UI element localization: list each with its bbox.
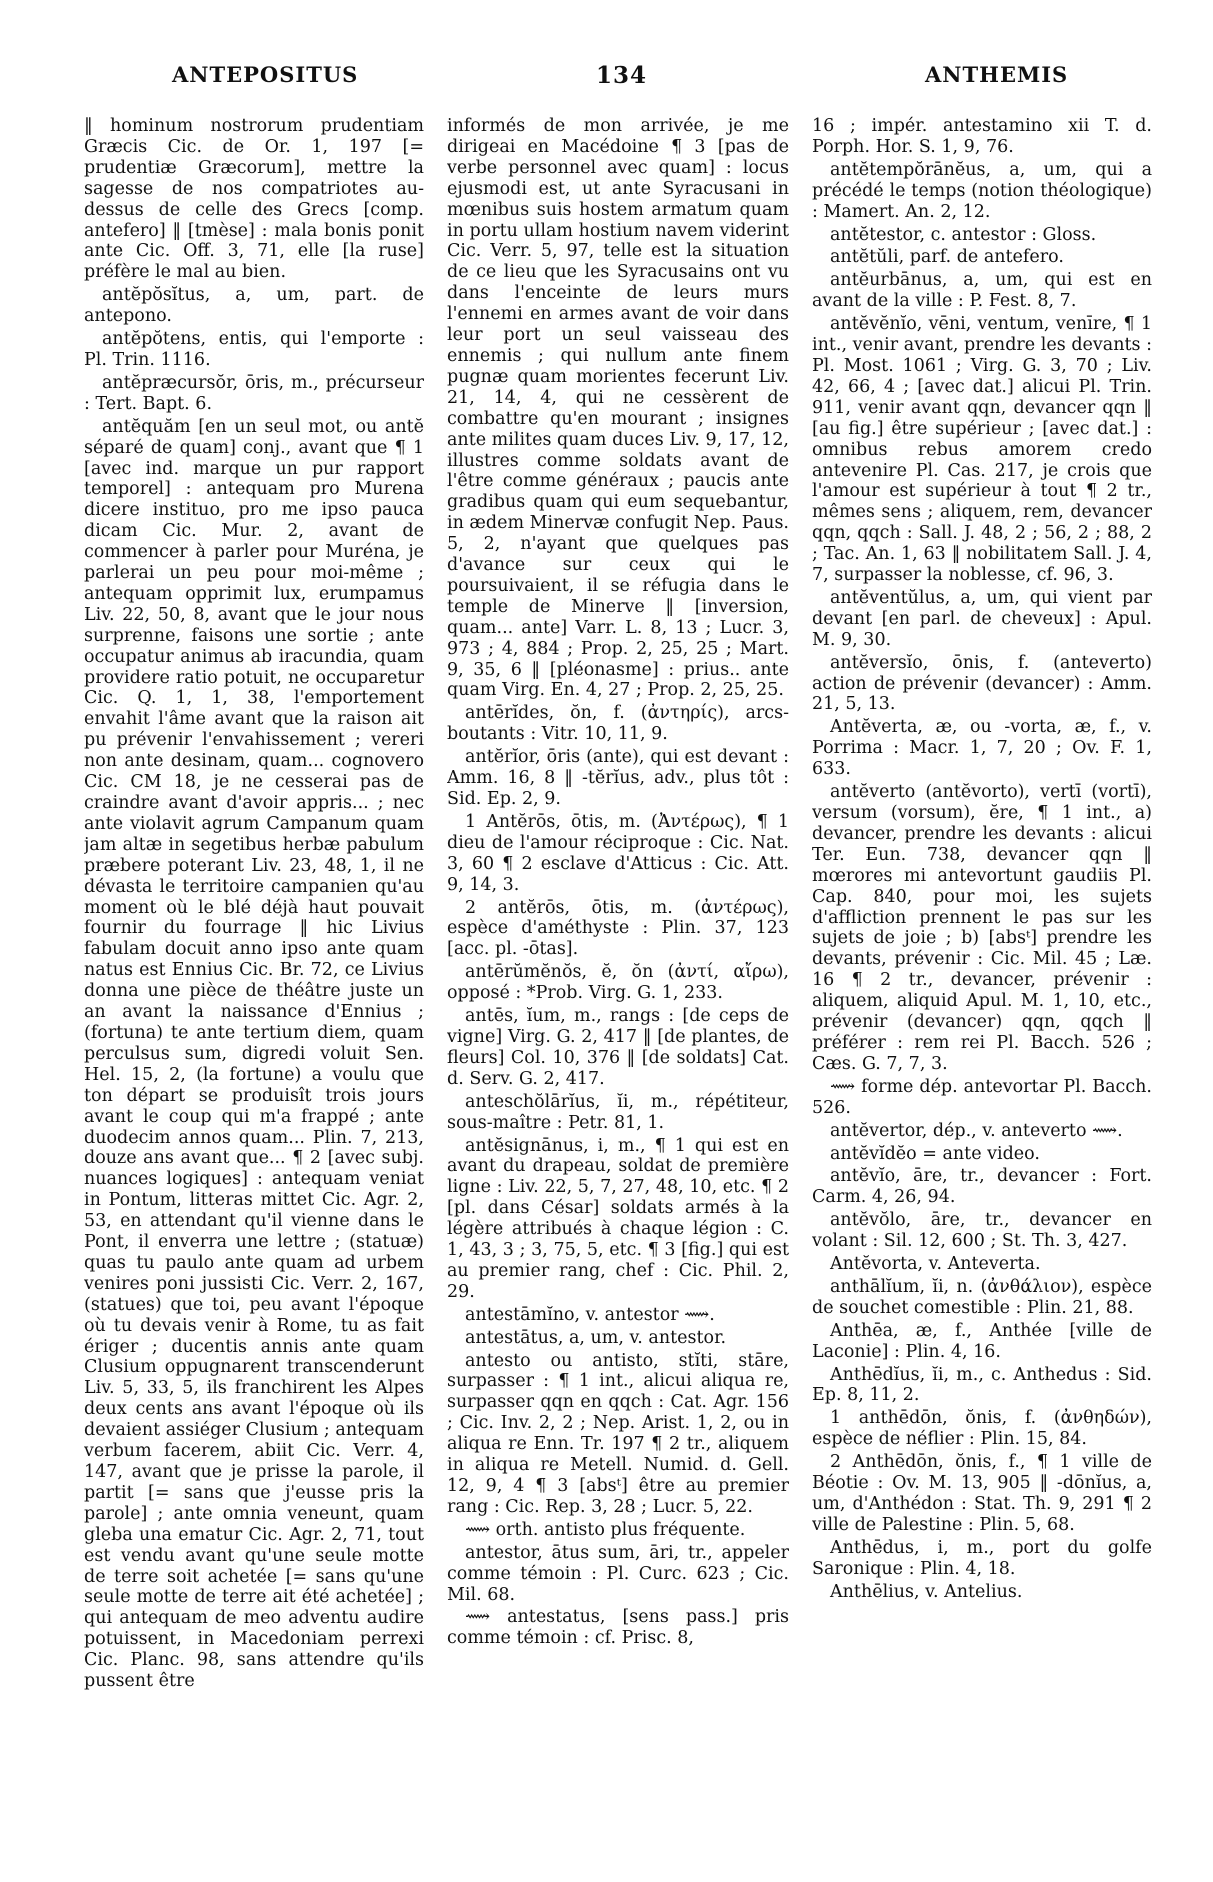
page-number: 134 — [596, 62, 648, 89]
dictionary-entry: Anthēdĭus, ĭi, m., c. Anthedus : Sid. Ep. 8, 11, 2. — [812, 1364, 1152, 1406]
dictionary-entry: antĕversĭo, ōnis, f. (anteverto) action de prévenir (devancer) : Amm. 21, 5, 13. — [812, 652, 1152, 715]
dictionary-entry: Antĕvorta, v. Anteverta. — [830, 1254, 1041, 1275]
dictionary-entry: Anthēlius, v. Antelius. — [830, 1581, 1023, 1602]
dictionary-entry: anteschŏlārĭus, ĭi, m., répétiteur, sous-maître : Petr. 81, 1. — [447, 1091, 789, 1133]
dictionary-entry: Antĕverta, æ, ou -vorta, æ, f., v. Porrima : Macr. 1, 7, 20 ; Ov. F. 1, 633. — [812, 717, 1152, 780]
dictionary-entry: antērŭmĕnŏs, ĕ, ŏn (ἀντί, αἴρω), opposé : *Prob. Virg. G. 1, 233. — [447, 962, 789, 1004]
header-right-guideword: ANTHEMIS — [925, 62, 1069, 87]
dictionary-entry: antĕtŭli, parf. de antefero. — [830, 247, 1064, 268]
dictionary-entry: antĕurbānus, a, um, qui est en avant de la ville : P. Fest. 8, 7. — [812, 270, 1152, 312]
dictionary-entry: antĕvĭo, āre, tr., devancer : Fort. Carm. 4, 26, 94. — [812, 1166, 1152, 1208]
dictionary-entry: 16 ; impér. antestamino xii T. d. Porph. Hor. S. 1, 9, 76. — [812, 116, 1152, 157]
running-header — [0, 62, 1213, 102]
dictionary-entry: antēs, ĭum, m., rangs : [de ceps de vigne] Virg. G. 2, 417 ‖ [de plantes, de fleurs] Col. 10, 376 ‖ [de soldats] Cat. d. Serv. G. 2, 417. — [447, 1006, 789, 1089]
dictionary-entry: antestāmĭno, v. antestor ⟿. — [465, 1304, 715, 1325]
dictionary-entry: antĕpŏtens, entis, qui l'emporte : Pl. Trin. 1116. — [84, 329, 424, 370]
dictionary-entry: antestor, ātus sum, āri, tr., appeler comme témoin : Pl. Curc. 623 ; Cic. Mil. 68. — [447, 1542, 789, 1605]
dictionary-entry: antĕvĭdĕo = ante video. — [830, 1143, 1040, 1164]
dictionary-entry: ‖ hominum nostrorum prudentiam Græcis Cic. de Or. 1, 197 [= prudentiæ Græcorum], mettre la sagesse de nos compatriotes au-dessus de celle des Grecs [comp. antefero] ‖ [tmèse] : mala bonis ponit ante Cic. Off. 3, 71, elle [la ruse] préfère le mal au bien. — [84, 116, 424, 283]
dictionary-entry: antĕverto (antĕvorto), vertī (vortī), versum (vorsum), ĕre, ¶ 1 int., a) devancer, prendre les devants : alicui Ter. Eun. 738, devancer qqn ‖ mœrores mi antevortunt gaudiis Pl. Cap. 840, pour moi, les sujets d'affliction prennent le pas sur les sujets de joie ; b) [absᵗ] prendre les devants, prévenir : Cic. Mil. 45 ; Læ. 16 ¶ 2 tr., devancer, prévenir : aliquem, aliquid Apul. M. 1, 10, etc., prévenir (devancer) qqn, qqch ‖ préférer : rem rei Pl. Bacch. 526 ; Cæs. G. 7, 7, 3. — [812, 782, 1152, 1074]
dictionary-entry: antestātus, a, um, v. antestor. — [465, 1327, 727, 1348]
dictionary-entry: Anthēdus, i, m., port du golfe Saronique : Plin. 4, 18. — [812, 1537, 1152, 1579]
dictionary-entry: antĕquăm [en un seul mot, ou antĕ séparé de quam] conj., avant que ¶ 1 [avec ind. marque un pur rapport temporel] : antequam pro Murena dicere instituo, pro me ipso pauca dicam Cic. Mur. 2, avant de commencer à parler pour Muréna, je parlerai un peu pour moi-même ; antequam opprimit lux, erumpamus Liv. 22, 50, 8, avant que le jour nous surprenne, faisons une sortie ; ante occupatur animus ab iracundia, quam providere ratio potuit, ne occuparetur Cic. Q. 1, 1, 38, l'emportement envahit l'âme avant que la raison ait pu prévenir l'envahissement ; vereri non ante desinam, quam... cognovero Cic. CM 18, je ne cesserai pas de craindre avant d'avoir appris... ; nec ante violavit agrum Campanum quam jam altæ in segetibus herbæ pabulum præbere poterant Liv. 23, 48, 1, il ne dévasta le territoire campanien qu'au moment où le blé déjà haut pouvait fournir du fourrage ‖ hic Livius fabulam docuit anno ipso ante quam natus est Ennius Cic. Br. 72, ce Livius donna une pièce de théâtre juste un an avant la naissance d'Ennius ; (fortuna) te ante tertium diem, quam perculsus sum, digredi voluit Sen. Hel. 15, 2, (la fortune) a voulu que ton départ se produisît trois jours avant le coup qui m'a frappé ; ante duodecim annos quam... Plin. 7, 213, douze ans avant que... ¶ 2 [avec subj. nuances logiques] : antequam veniat in Pontum, litteras mittet Cic. Agr. 2, 53, en attendant qu'il vienne dans le Pont, il enverra une lettre ; (statuæ) quas tu paulo ante quam ad urbem venires poni jussisti Cic. Verr. 2, 167, (statues) que toi, peu avant l'époque où tu devais venir à Rome, tu as fait ériger ; ducentis annis ante quam Clusium oppugnarent transcenderunt Liv. 5, 33, 5, ils franchirent les Alpes deux cents ans avant l'époque où ils devaient assiéger Clusium ; antequam verbum facerem, abiit Cic. Verr. 4, 147, avant que je prisse la parole, il partit [= sans que j'eusse pris la parole] ; ante omnia veneunt, quam gleba una ematur Cic. Agr. 2, 71, tout est vendu avant qu'une seule motte de terre soit achetée [= sans qu'une seule motte de terre ait été achetée] ; qui antequam de meo adventu audire potuissent, in Macedoniam perrexi Cic. Planc. 98, sans attendre qu'ils pussent être — [84, 416, 424, 1692]
column-right — [812, 116, 1152, 1856]
dictionary-entry: Anthēa, æ, f., Anthée [ville de Laconie] : Plin. 4, 16. — [812, 1320, 1152, 1362]
dictionary-entry: antĕrĭor, ōris (ante), qui est devant : Amm. 16, 8 ‖ -tĕrĭus, adv., plus tôt : Sid. Ep. 2, 9. — [447, 747, 789, 809]
dictionary-entry: antĕtestor, c. antestor : Gloss. — [830, 224, 1097, 245]
dictionary-entry: ⟿ antestatus, [sens pass.] pris comme témoin : cf. Prisc. 8, — [447, 1607, 789, 1649]
dictionary-entry: antesto ou antisto, stĭti, stāre, surpasser : ¶ 1 int., alicui aliqua re, surpasser qqn en qqch : Cat. Agr. 156 ; Cic. Inv. 2, 2 ; Nep. Arist. 1, 2, ou in aliqua re Enn. Tr. 197 ¶ 2 tr., aliquem in aliqua re Metell. Numid. d. Gell. 12, 9, 4 ¶ 3 [absᵗ] être au premier rang : Cic. Rep. 3, 28 ; Lucr. 5, 22. — [447, 1350, 789, 1517]
dictionary-entry: 1 Antĕrōs, ōtis, m. (Ἀντέρως), ¶ 1 dieu de l'amour réciproque : Cic. Nat. 3, 60 ¶ 2 esclave d'Atticus : Cic. Att. 9, 14, 3. — [447, 811, 789, 895]
dictionary-entry: 2 Anthēdōn, ŏnis, f., ¶ 1 ville de Béotie : Ov. M. 13, 905 ‖ -dōnĭus, a, um, d'Anthédon : Stat. Th. 9, 291 ¶ 2 ville de Palestine : Plin. 5, 68. — [812, 1452, 1152, 1535]
dictionary-entry: antĕsignānus, i, m., ¶ 1 qui est en avant du drapeau, soldat de première ligne : Liv. 22, 5, 7, 27, 48, 10, etc. ¶ 2 [pl. dans César] soldats armés à la légère attribués à chaque légion : C. 1, 43, 3 ; 3, 75, 5, etc. ¶ 3 [fig.] qui est au premier rang, chef : Cic. Phil. 2, 29. — [447, 1135, 789, 1302]
dictionary-entry: antĕvŏlo, āre, tr., devancer en volant : Sil. 12, 600 ; St. Th. 3, 427. — [812, 1210, 1152, 1252]
dictionary-entry: antĕvertor, dép., v. anteverto ⟿. — [830, 1120, 1123, 1141]
dictionary-entry: antĕpŏsĭtus, a, um, part. de antepono. — [84, 285, 424, 327]
dictionary-entry: 1 anthēdōn, ŏnis, f. (ἀνθηδών), espèce de néflier : Plin. 15, 84. — [812, 1408, 1152, 1450]
dictionary-entry: 2 antĕrōs, ōtis, m. (ἀντέρως), espèce d'améthyste : Plin. 37, 123 [acc. pl. -ōtas]. — [447, 897, 789, 960]
column-left — [84, 116, 424, 1856]
dictionary-entry: ⟿ orth. antisto plus fréquente. — [465, 1519, 746, 1540]
dictionary-entry: antĕpræcursŏr, ōris, m., précurseur : Tert. Bapt. 6. — [84, 372, 424, 414]
dictionary-entry: ⟿ forme dép. antevortar Pl. Bacch. 526. — [812, 1076, 1152, 1118]
dictionary-entry: antĕventŭlus, a, um, qui vient par devant [en parl. de cheveux] : Apul. M. 9, 30. — [812, 587, 1152, 650]
column-middle — [447, 116, 789, 1856]
dictionary-entry: antĕvĕnĭo, vēni, ventum, venīre, ¶ 1 int., venir avant, prendre les devants : Pl. Most. 1061 ; Virg. G. 3, 70 ; Liv. 42, 66, 4 ; [avec dat.] alicui Pl. Trin. 911, venir avant qqn, devancer qqn ‖ [au fig.] être supérieur ; [avec dat.] : omnibus rebus amorem credo antevenire Pl. Cas. 217, je crois que l'amour est supérieur à tout ¶ 2 tr., mêmes sens ; aliquem, rem, devancer qqn, qqch : Sall. J. 48, 2 ; 56, 2 ; 88, 2 ; Tac. An. 1, 63 ‖ nobilitatem Sall. J. 4, 7, surpasser la noblesse, cf. 96, 3. — [812, 314, 1152, 586]
dictionary-entry: antĕtempŏrānĕus, a, um, qui a précédé le temps (notion théologique) : Mamert. An. 2, 12. — [812, 159, 1152, 222]
dictionary-entry: antērĭdes, ŏn, f. (ἀντηρίς), arcs-boutants : Vitr. 10, 11, 9. — [447, 703, 789, 745]
dictionary-entry: informés de mon arrivée, je me dirigeai en Macédoine ¶ 3 [pas de verbe personnel avec quam] : locus ejusmodi est, ut ante Syracusani in mœnibus suis hostem armatum quam in portu ullam hostium navem viderint Cic. Verr. 5, 97, telle est la situation de ce lieu que les Syracusains ont vu dans l'enceinte de leurs murs l'ennemi en armes avant de voir dans leur port un seul vaisseau des ennemis ; qui nullum ante finem pugnæ quam morientes fecerunt Liv. 21, 14, 4, qui ne cessèrent de combattre qu'en mourant ; insignes ante milites quam duces Liv. 9, 17, 12, illustres comme soldats avant de l'être comme généraux ; paucis ante gradibus quam qui eum sequebantur, in ædem Minervæ confugit Nep. Paus. 5, 2, n'ayant que quelques pas d'avance sur ceux qui le poursuivaient, il se réfugia dans le temple de Minerve ‖ [inversion, quam... ante] Varr. L. 8, 13 ; Lucr. 3, 973 ; 4, 884 ; Prop. 2, 25, 25 ; Mart. 9, 35, 6 ‖ [pléonasme] : prius.. ante quam Virg. En. 4, 27 ; Prop. 2, 25, 25. — [447, 116, 789, 701]
dictionary-entry: anthālĭum, ĭi, n. (ἀνθάλιον), espèce de souchet comestible : Plin. 21, 88. — [812, 1276, 1152, 1318]
header-left-guideword: ANTEPOSITUS — [172, 62, 359, 87]
